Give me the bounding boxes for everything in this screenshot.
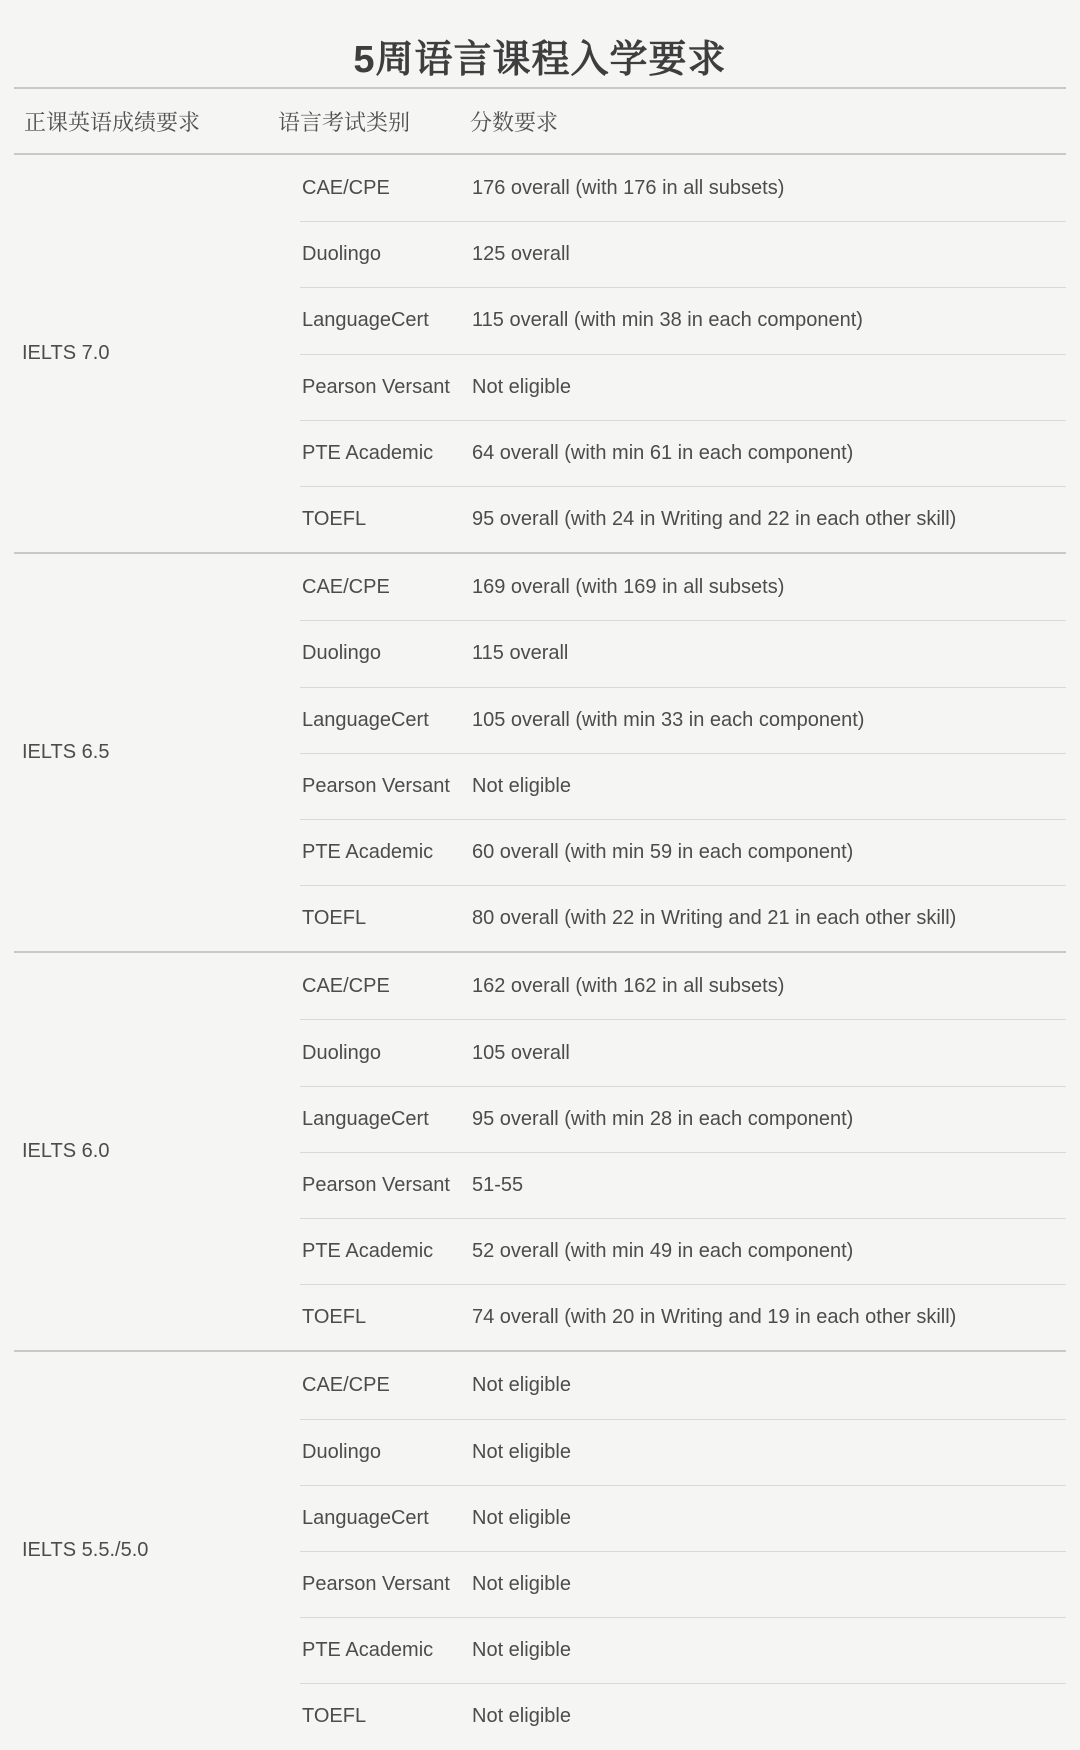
table-row (300, 486, 1066, 552)
score-cell: 105 overall (with min 33 in each component) (472, 708, 865, 731)
score-cell: 125 overall (472, 243, 570, 266)
score-cell: Not eligible (472, 1705, 571, 1728)
group-subtable (300, 953, 1066, 1350)
test-name-cell: Duolingo (302, 1041, 381, 1064)
table-row (300, 1019, 1066, 1085)
test-name-cell: PTE Academic (302, 1639, 434, 1662)
test-name-cell: PTE Academic (302, 441, 434, 464)
table-row (300, 687, 1066, 753)
score-cell: Not eligible (472, 1573, 571, 1596)
table-row (300, 420, 1066, 486)
score-cell: 95 overall (with min 28 in each component) (472, 1107, 854, 1130)
test-name-cell: Duolingo (302, 243, 381, 266)
test-name-cell: Duolingo (302, 642, 381, 665)
test-name-cell: Duolingo (302, 1440, 381, 1463)
table-row (300, 620, 1066, 686)
requirement-group-ielts-6-0 (14, 953, 1066, 1352)
score-cell: 64 overall (with min 61 in each component) (472, 441, 854, 464)
table-row (300, 221, 1066, 287)
score-cell: 105 overall (472, 1041, 570, 1064)
test-name-cell: Pearson Versant (302, 1173, 450, 1196)
requirement-group-ielts-6-5 (14, 554, 1066, 953)
test-name-cell: Pearson Versant (302, 1573, 450, 1596)
table-row (300, 287, 1066, 353)
table-row (300, 819, 1066, 885)
table-row (300, 1152, 1066, 1218)
score-cell: 52 overall (with min 49 in each component) (472, 1240, 854, 1263)
table-row (300, 1086, 1066, 1152)
table-row (300, 155, 1066, 221)
requirement-group-ielts-5-5-5-0 (14, 1352, 1066, 1749)
test-name-cell: CAE/CPE (302, 176, 390, 199)
test-name-cell: PTE Academic (302, 1240, 434, 1263)
table-row (300, 1551, 1066, 1617)
test-name-cell: TOEFL (302, 1705, 367, 1728)
table-row (300, 554, 1066, 620)
test-name-cell: CAE/CPE (302, 1373, 390, 1396)
table-row (300, 1352, 1066, 1418)
score-cell: Not eligible (472, 1639, 571, 1662)
table-row (300, 1683, 1066, 1749)
table-row (300, 1617, 1066, 1683)
score-cell: Not eligible (472, 1440, 571, 1463)
test-name-cell: LanguageCert (302, 708, 429, 731)
score-cell: 176 overall (with 176 in all subsets) (472, 176, 785, 199)
column-header-score: 分数要求 (470, 109, 559, 135)
group-subtable (300, 155, 1066, 552)
score-cell: 74 overall (with 20 in Writing and 19 in each other skill) (472, 1306, 957, 1329)
test-name-cell: LanguageCert (302, 309, 429, 332)
score-cell: 115 overall (472, 642, 569, 665)
score-cell: 115 overall (with min 38 in each component) (472, 309, 863, 332)
column-header-requirement: 正课英语成绩要求 (24, 109, 201, 135)
score-cell: Not eligible (472, 774, 571, 797)
score-cell: 162 overall (with 162 in all subsets) (472, 974, 785, 997)
score-cell: 51-55 (472, 1173, 524, 1196)
table-row (300, 1284, 1066, 1350)
score-cell: Not eligible (472, 1506, 571, 1529)
test-name-cell: PTE Academic (302, 840, 434, 863)
column-header-test-type: 语言考试类别 (278, 109, 411, 135)
score-cell: Not eligible (472, 375, 571, 398)
table-row (300, 1419, 1066, 1485)
group-subtable (300, 1352, 1066, 1749)
page-title: 5周语言课程入学要求 (353, 39, 727, 81)
requirement-cell: IELTS 6.0 (22, 1140, 110, 1163)
test-name-cell: LanguageCert (302, 1107, 429, 1130)
test-name-cell: CAE/CPE (302, 974, 390, 997)
test-name-cell: Pearson Versant (302, 774, 450, 797)
requirement-cell: IELTS 6.5 (22, 741, 110, 764)
table-row (300, 753, 1066, 819)
test-name-cell: LanguageCert (302, 1506, 429, 1529)
score-cell: 95 overall (with 24 in Writing and 22 in each other skill) (472, 508, 957, 531)
score-cell: 60 overall (with min 59 in each component) (472, 840, 854, 863)
table-row (300, 885, 1066, 951)
score-cell: 169 overall (with 169 in all subsets) (472, 575, 785, 598)
test-name-cell: TOEFL (302, 907, 367, 930)
requirement-cell: IELTS 5.5./5.0 (22, 1539, 149, 1562)
score-cell: 80 overall (with 22 in Writing and 21 in each other skill) (472, 907, 957, 930)
title-block (0, 0, 1080, 87)
table-row (300, 953, 1066, 1019)
test-name-cell: CAE/CPE (302, 575, 390, 598)
requirement-cell: IELTS 7.0 (22, 342, 110, 365)
group-subtable (300, 554, 1066, 951)
score-cell: Not eligible (472, 1373, 571, 1396)
table-row (300, 354, 1066, 420)
test-name-cell: TOEFL (302, 508, 367, 531)
test-name-cell: TOEFL (302, 1306, 367, 1329)
requirement-group-ielts-7-0 (14, 155, 1066, 554)
table-row (300, 1218, 1066, 1284)
table-row (300, 1485, 1066, 1551)
test-name-cell: Pearson Versant (302, 375, 450, 398)
table-header-row (14, 89, 1066, 155)
